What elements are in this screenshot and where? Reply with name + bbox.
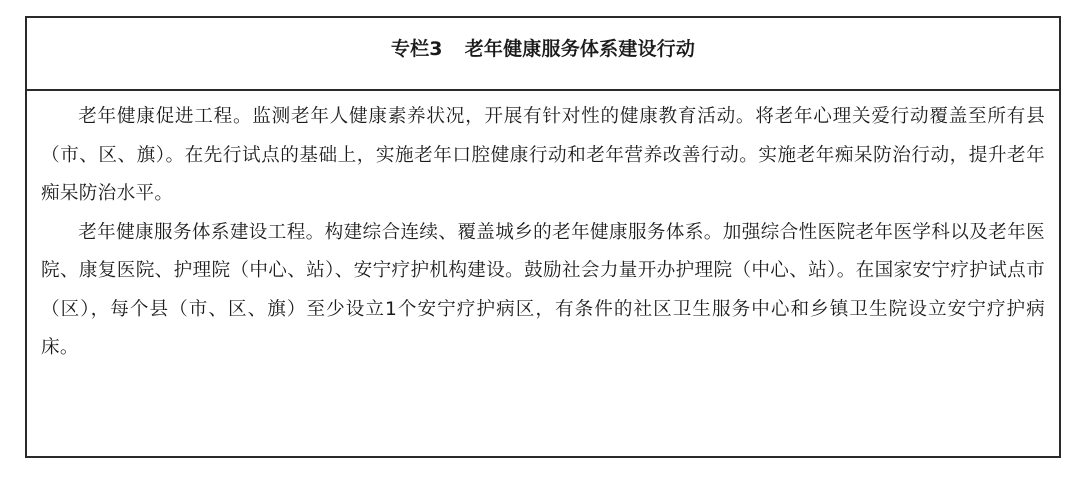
column-heading: 老年健康服务体系建设行动 <box>464 38 696 60</box>
paragraph-service-system: 老年健康服务体系建设工程。构建综合连续、覆盖城乡的老年健康服务体系。加强综合性医院老年医学科以及老年医院、康复医院、护理院（中心、站）、安宁疗护机构建设。鼓励社会力量开办护理院（中心、站）。在国家安宁疗护试点市（区），每个县（市、区、旗）至少设立1个安宁疗护病区，有条件的社区卫生服务中心和乡镇卫生院设立安宁疗护病床。 <box>41 221 1045 358</box>
paragraph-health-promotion: 老年健康促进工程。监测老年人健康素养状况，开展有针对性的健康教育活动。将老年心理关爱行动覆盖至所有县（市、区、旗）。在先行试点的基础上，实施老年口腔健康行动和老年营养改善行动。实施老年痴呆防治行动，提升老年痴呆防治水平。 <box>41 106 1045 204</box>
column-box <box>25 16 1061 458</box>
column-label: 专栏3 <box>390 38 443 60</box>
column-header <box>27 18 1059 91</box>
column-body <box>27 91 1059 368</box>
column-title <box>391 34 695 61</box>
